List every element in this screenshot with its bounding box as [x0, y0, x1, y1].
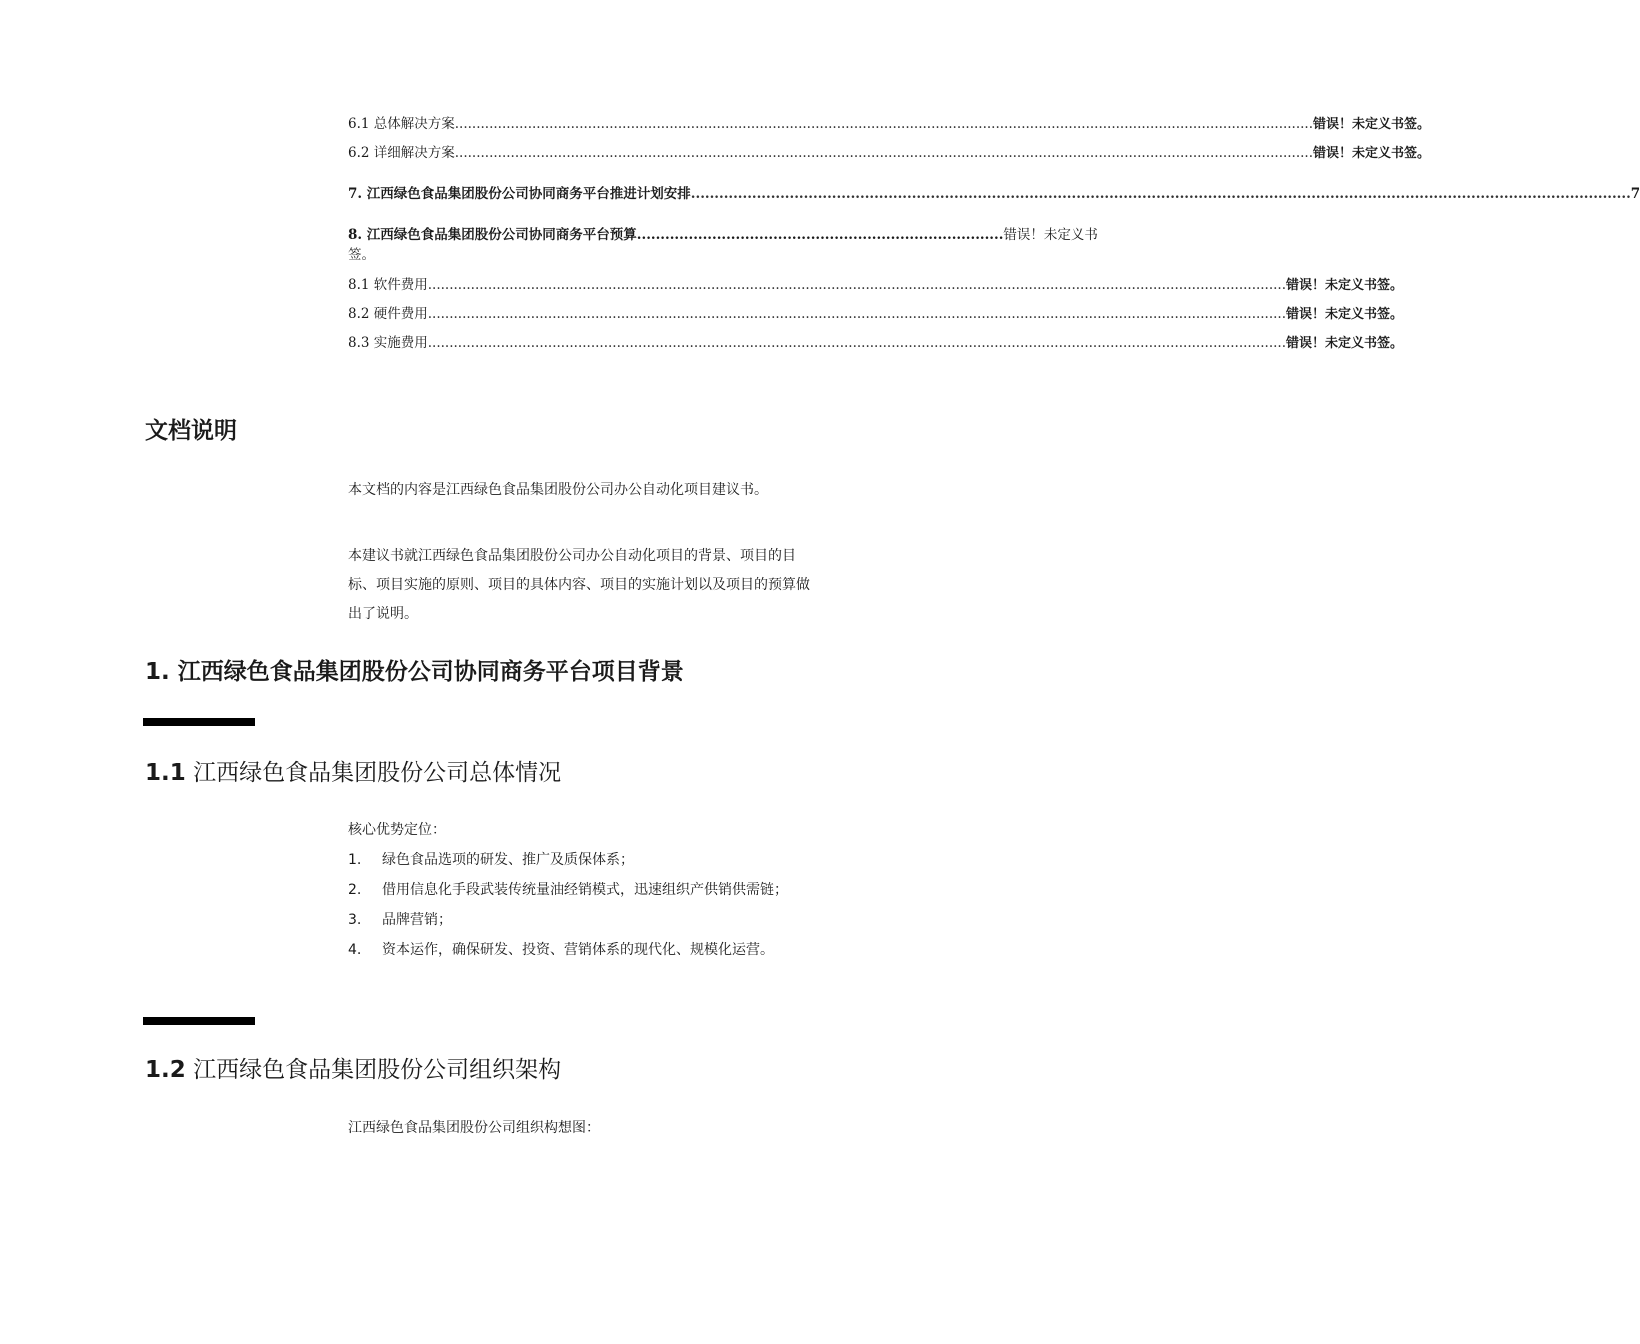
toc-label: 6.2 详细解决方案 — [348, 145, 455, 161]
list-number: 2. — [348, 882, 362, 898]
toc-leader: .............................................................................. — [636, 227, 1004, 243]
subsection-1-2-heading — [145, 1051, 561, 1084]
list-text: 品牌营销； — [382, 912, 452, 928]
list-number: 3. — [348, 912, 362, 928]
subsection-1-1-intro: 核心优势定位： — [348, 822, 446, 838]
toc-ref: 错误！未定义书签。 — [1313, 146, 1431, 161]
list-number: 4. — [348, 942, 362, 958]
toc-label: 8. 江西绿色食品集团股份公司协同商务平台预算 — [348, 227, 637, 243]
section-divider-bar — [143, 1017, 255, 1025]
list-item — [348, 850, 803, 870]
toc-leader — [428, 277, 1286, 293]
subsection-title: 江西绿色食品集团股份公司总体情况 — [193, 760, 562, 786]
toc-leader — [428, 306, 1286, 322]
toc-label: 6.1 总体解决方案 — [348, 116, 455, 132]
toc-ref: 错误！未定义书签。 — [1286, 336, 1404, 351]
section-divider-bar — [143, 718, 255, 726]
list-text: 绿色食品选项的研发、推广及质保体系； — [382, 852, 634, 868]
subsection-title: 江西绿色食品集团股份公司组织架构 — [193, 1057, 562, 1083]
toc-label: 8.1 软件费用 — [348, 277, 428, 293]
toc-entry-8[interactable] — [348, 225, 1098, 265]
toc-label: 8.3 实施费用 — [348, 335, 428, 351]
subsection-1-1-heading — [145, 754, 561, 787]
toc-ref-continued: 签。 — [348, 247, 375, 263]
toc-ref: 错误！未定义书签。 — [1313, 117, 1431, 132]
toc-leader — [455, 145, 1313, 161]
toc-entry-6-1[interactable] — [348, 112, 1431, 141]
toc-entry-8-3[interactable] — [348, 331, 1404, 360]
core-advantages-list — [348, 850, 803, 970]
toc-label: 7. 江西绿色食品集团股份公司协同商务平台推进计划安排 — [348, 186, 691, 202]
list-text: 资本运作，确保研发、投资、营销体系的现代化、规模化运营。 — [382, 942, 774, 958]
toc-entry-8-2[interactable] — [348, 302, 1404, 331]
list-item — [348, 940, 803, 960]
toc-leader — [455, 116, 1313, 132]
table-of-contents — [348, 112, 1640, 360]
toc-ref: 错误！未定义书签。 — [1286, 307, 1404, 322]
toc-ref: 错误！未定义书签。 — [1286, 278, 1404, 293]
doc-note-paragraph-2: 本建议书就江西绿色食品集团股份公司办公自动化项目的背景、项目的目标、项目实施的原则、项目的具体内容、项目的实施计划以及项目的预算做出了说明。 — [348, 548, 810, 622]
subsection-number: 1.1 — [145, 760, 186, 786]
list-number: 1. — [348, 852, 362, 868]
toc-entry-6-2[interactable] — [348, 141, 1431, 170]
subsection-1-2-intro: 江西绿色食品集团股份公司组织构想图： — [348, 1120, 600, 1136]
toc-entry-8-1[interactable] — [348, 273, 1404, 302]
toc-leader — [428, 335, 1286, 351]
list-item — [348, 880, 803, 900]
toc-ref: 错误！未定义书 — [1003, 227, 1098, 243]
subsection-number: 1.2 — [145, 1057, 186, 1083]
list-text: 借用信息化手段武装传统量油经销模式，迅速组织产供销供需链； — [382, 882, 788, 898]
section-1-heading: 1. 江西绿色食品集团股份公司协同商务平台项目背景 — [145, 659, 684, 685]
doc-note-paragraph-1: 本文档的内容是江西绿色食品集团股份公司办公自动化项目建议书。 — [348, 482, 768, 498]
toc-label: 8.2 硬件费用 — [348, 306, 428, 322]
toc-page: 7 — [1630, 186, 1640, 202]
toc-entry-7[interactable] — [348, 182, 1640, 211]
doc-note-heading: 文档说明 — [145, 418, 237, 444]
list-item — [348, 910, 803, 930]
toc-leader — [691, 186, 1631, 202]
